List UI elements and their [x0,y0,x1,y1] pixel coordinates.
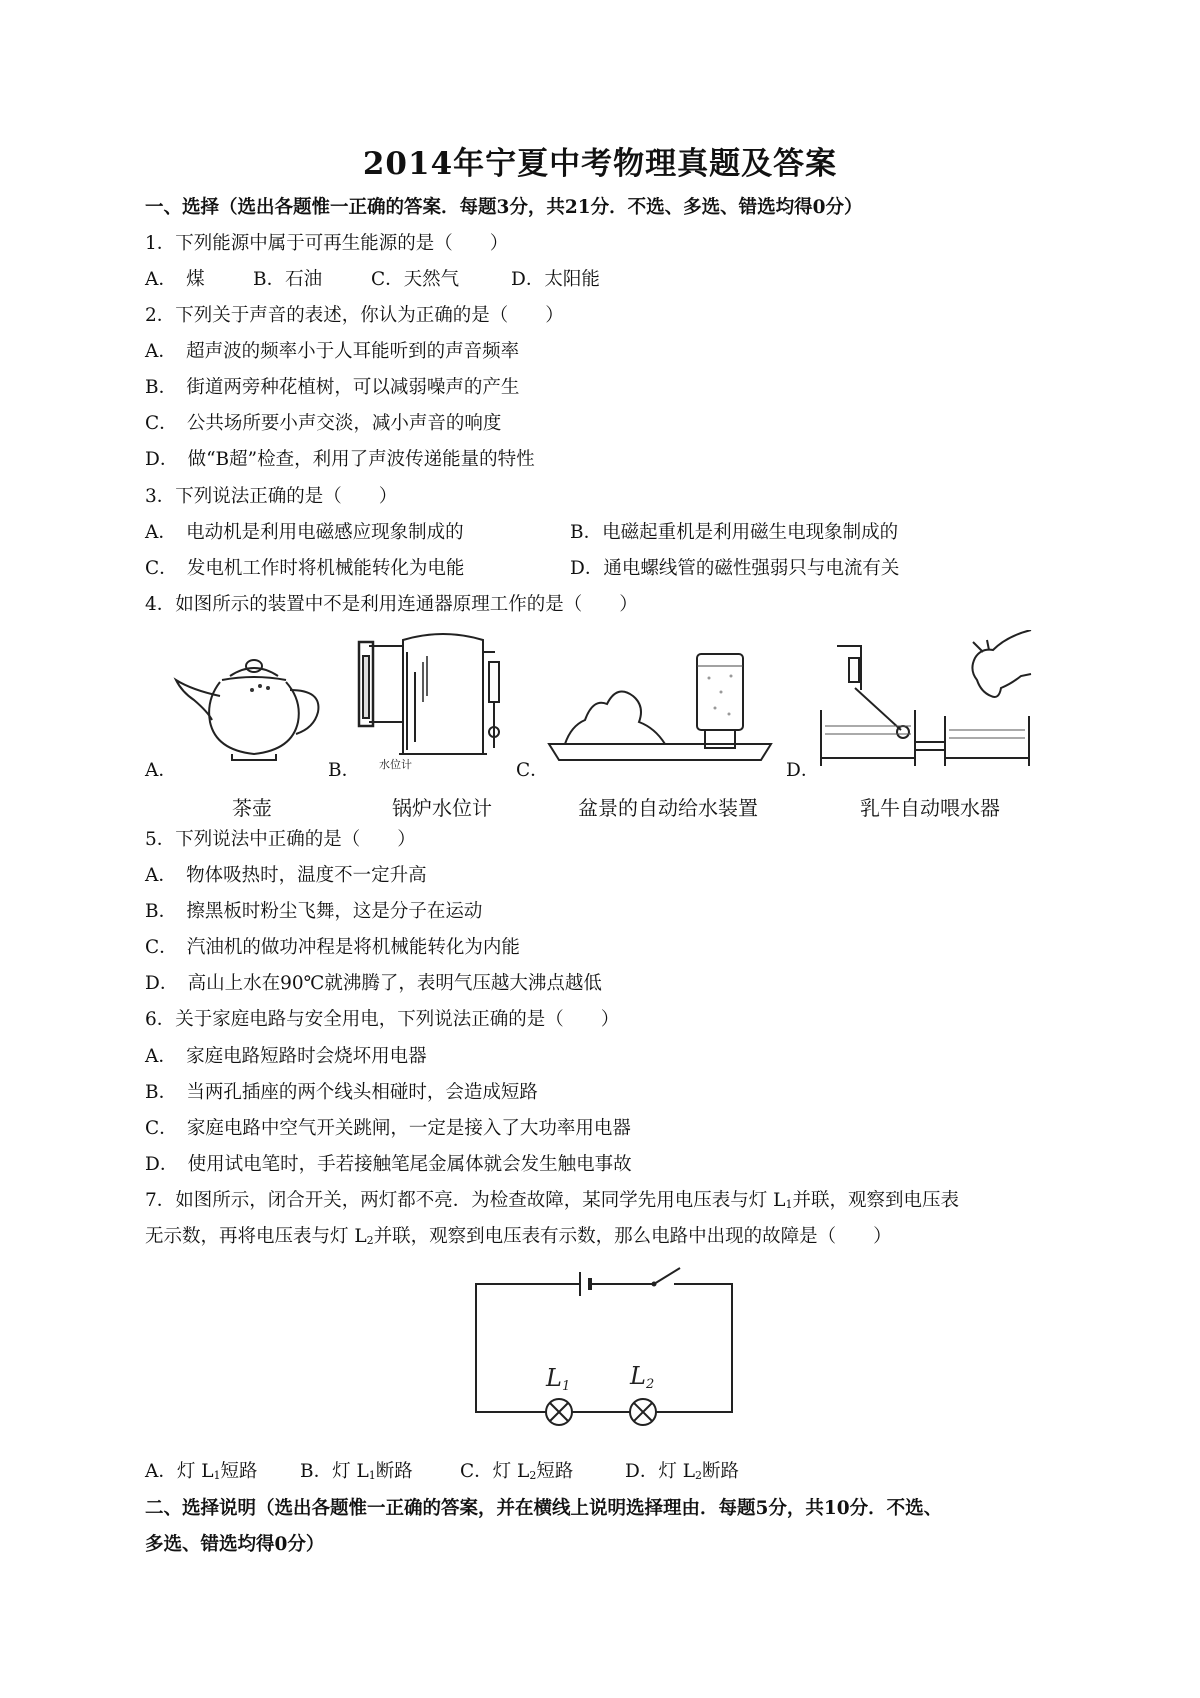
q3-row-1 [145,521,898,545]
q4-label-b: B． [328,760,361,781]
q7-option-d: D．灯 $L_2$断路 [625,1461,740,1482]
q7-stem-sub-1: 1 [785,1198,793,1211]
q7-option-b: B．灯 $L_1$断路 [300,1461,413,1482]
teapot-figure [172,650,332,770]
q2-option-a: A． 超声波的频率小于人耳能听到的声音频率 [145,341,520,362]
q7-stem-2b: 并联，观察到电压表有示数，那么电路中出现的故障是（ ） [373,1226,892,1247]
q4-stem: 4．如图所示的装置中不是利用连通器原理工作的是（ ） [145,594,638,615]
q7-option-a: A．灯 $L_1$短路 [145,1461,258,1482]
q7-stem-1b: 并联，观察到电压表 [792,1190,959,1211]
q7-option-c: C．灯 $L_2$短路 [460,1461,574,1482]
q7-stem-line-1 [145,1189,959,1217]
q6-option-a: A． 家庭电路短路时会烧坏用电器 [145,1046,427,1067]
q6-option-c: C． 家庭电路中空气开关跳闸，一定是接入了大功率用电器 [145,1118,631,1139]
q3-option-d: D．通电螺线管的磁性强弱只与电流有关 [570,558,900,579]
section-2-header-line-1: 二、选择说明（选出各题惟一正确的答案，并在横线上说明选择理由．每题5分，共10分．不选、 [145,1498,943,1519]
q7-stem-1a: 7．如图所示，闭合开关，两灯都不亮．为检查故障，某同学先用电压表与灯 L [145,1190,786,1211]
q2-option-b: B． 街道两旁种花植树，可以减弱噪声的产生 [145,377,520,398]
q3-option-b: B．电磁起重机是利用磁生电现象制成的 [570,522,899,543]
q2-stem: 2．下列关于声音的表述，你认为正确的是（ ） [145,305,564,326]
q4-label-c: C． [516,760,549,781]
q5-option-d: D． 高山上水在90℃就沸腾了，表明气压越大沸点越低 [145,973,602,994]
q1-option-d: D．太阳能 [511,269,600,290]
q7-stem-sub-2: 2 [366,1234,374,1247]
q1-option-b: B．石油 [253,269,323,290]
boiler-gauge-tag: 水位计 [379,758,412,771]
q7-options [145,1460,739,1488]
q2-option-c: C． 公共场所要小声交淡，减小声音的响度 [145,413,502,434]
cow-feeder-figure [815,630,1035,770]
q2-option-d: D． 做“B超”检查，利用了声波传递能量的特性 [145,449,535,470]
q3-stem: 3．下列说法正确的是（ ） [145,486,398,507]
q5-option-a: A． 物体吸热时，温度不一定升高 [145,865,427,886]
section-2-header-line-2: 多选、错选均得0分） [145,1534,325,1555]
page-title: 2014年宁夏中考物理真题及答案 [362,146,838,182]
lamp-l2-label: L2 [630,1362,655,1392]
q4-caption-b: 锅炉水位计 [392,796,492,820]
boiler-figure [355,632,515,772]
lamp-l1-label: L1 [546,1364,571,1394]
q1-options [145,268,600,292]
q4-caption-c: 盆景的自动给水装置 [578,796,758,820]
q1-stem: 1．下列能源中属于可再生能源的是（ ） [145,233,509,254]
q3-row-2 [145,557,899,581]
q5-stem: 5．下列说法中正确的是（ ） [145,829,416,850]
bonsai-watering-figure [545,648,785,768]
q7-stem-2a: 无示数，再将电压表与灯 L [145,1226,367,1247]
q5-option-c: C． 汽油机的做功冲程是将机械能转化为内能 [145,937,520,958]
q4-caption-d: 乳牛自动喂水器 [860,796,1000,820]
section-1-header: 一、选择（选出各题惟一正确的答案．每题3分，共21分．不选、多选、错选均得0分） [145,197,863,218]
q6-stem: 6．关于家庭电路与安全用电，下列说法正确的是（ ） [145,1009,620,1030]
q4-label-a: A． [145,760,177,781]
q4-label-d: D． [786,760,820,781]
q4-caption-a: 茶壶 [232,796,272,820]
q6-option-d: D． 使用试电笔时，手若接触笔尾金属体就会发生触电事故 [145,1154,632,1175]
q7-stem-line-2 [145,1225,892,1253]
q5-option-b: B． 擦黑板时粉尘飞舞，这是分子在运动 [145,901,483,922]
q1-option-c: C．天然气 [371,269,460,290]
q1-option-a: A． 煤 [145,269,205,290]
q3-option-a: A． 电动机是利用电磁感应现象制成的 [145,522,464,543]
q3-option-c: C． 发电机工作时将机械能转化为电能 [145,558,465,579]
q6-option-b: B． 当两孔插座的两个线头相碰时，会造成短路 [145,1082,538,1103]
circuit-diagram [470,1262,740,1432]
